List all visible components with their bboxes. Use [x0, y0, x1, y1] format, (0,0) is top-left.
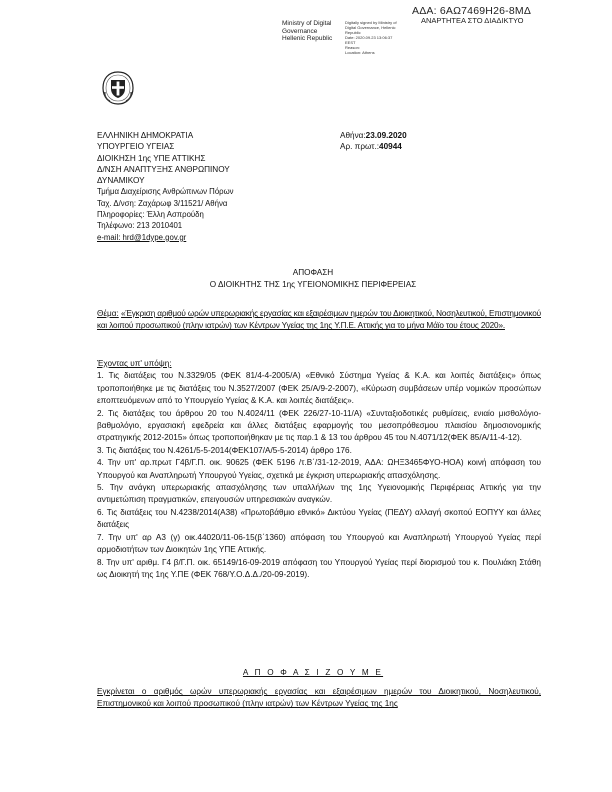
- list-item: 8. Την υπ' αριθμ. Γ4 β/Γ.Π. οικ. 65149/16-09-2019 απόφαση του Υπουργού Υγείας περί διορισμού του κ. Πουλιάκη Στάθη ως Διοικητή της 1ης Υ.ΠΕ (ΦΕΚ 768/Υ.Ο.Δ.Δ./20-09-2019).: [97, 557, 541, 579]
- sig-line: EEST: [345, 40, 356, 45]
- greek-emblem-icon: [100, 70, 136, 106]
- digital-signature-details: [345, 20, 415, 55]
- protocol-line: [340, 141, 407, 152]
- header-contact-person: Πληροφορίες: Έλλη Ασπρούδη: [97, 210, 204, 220]
- gov-line: Governance: [282, 27, 318, 35]
- header-administration: ΔΙΟΙΚΗΣΗ 1ης ΥΠΕ ΑΤΤΙΚΗΣ: [97, 153, 206, 163]
- protocol-value: 40944: [379, 142, 402, 152]
- header-email-link[interactable]: e-mail: hrd@1dype.gov.gr: [97, 232, 187, 242]
- authority-title: Ο ΔΙΟΙΚΗΤΗΣ ΤΗΣ 1ης ΥΓΕΙΟΝΟΜΙΚΗΣ ΠΕΡΙΦΕΡΕΙΑΣ: [209, 280, 417, 289]
- list-item: 1. Τις διατάξεις του Ν.3329/05 (ΦΕΚ 81/4-4-2005/Α) «Εθνικό Σύστημα Υγείας & Κ.Α. και λοιπές διατάξεις» όπως τροποποιήθηκε με τις διατάξεις του Ν.3527/2007 (ΦΕΚ 25/Α/9-2-2007), «Κύρωση συμβάσεων υπέρ νομικών προσώπων εποπτευόμενων από το Υπουργείο Υγείας & Κ.Α. και λοιπές διατάξεις».: [97, 371, 541, 406]
- ada-code: ΑΔΑ: 6ΑΩ7469Η26-8ΜΔ: [412, 5, 532, 17]
- date-value: 23.09.2020: [365, 131, 407, 140]
- decide-heading: Α Π Ο Φ Α Σ Ι Ζ Ο Υ Μ Ε: [242, 668, 384, 677]
- list-item: 5. Την ανάγκη υπερωριακής απασχόλησης των υπαλλήλων της 1ης Υγειονομικής Περιφέρειας Αττικής για την αντιμετώπιση πραγματικών, επειγουσών υπηρεσιακών αναγκών.: [97, 483, 541, 505]
- sig-line: Digital Governance, Hellenic: [345, 25, 396, 30]
- sender-header: [97, 130, 337, 243]
- sig-line: Date: 2020.09.23 13:06:37: [345, 35, 393, 40]
- header-address: Ταχ. Δ/νση: Ζαχάρωφ 3/11521/ Αθήνα: [97, 198, 228, 208]
- subject-text: «Έγκριση αριθμού ωρών υπερωριακής εργασίας και εξαιρέσιμων ημερών του Διοικητικού, Νοσηλευτικού, Επιστημονικού και λοιπού προσωπικού (πλην ιατρών) των Κέντρων Υγείας της 1ης Υ.Π.Ε. Αττικής για το μήνα Μάϊο του έτους 2020».: [97, 309, 541, 331]
- considering-label: Έχοντας υπ' υπόψη:: [97, 359, 172, 368]
- approval-text: [97, 686, 541, 711]
- header-department: Τμήμα Διαχείρισης Ανθρώπινων Πόρων: [97, 187, 234, 197]
- sig-line: Reason:: [345, 45, 360, 50]
- date-line: [340, 130, 407, 141]
- list-item: 3. Τις διατάξεις του Ν.4261/5-5-2014(ΦΕΚ107/Α/5-5-2014) άρθρο 176.: [97, 445, 352, 455]
- approval-paragraph: Εγκρίνεται ο αριθμός ωρών υπερωριακής εργασίας και εξαιρέσιμων ημερών του Διοικητικού, Νοσηλευτικού, Επιστημονικού και λοιπού προσωπικού (πλην ιατρών) των Κέντρων Υγείας της 1ης: [97, 687, 541, 709]
- list-item: 2. Τις διατάξεις του άρθρου 20 του Ν.4024/11 (ΦΕΚ 226/27-10-11/Α) «Συνταξιοδοτικές ρυθμίσεις, ενιαίο μισθολόγιο-βαθμολόγιο, εργασιακή εφεδρεία και άλλες διατάξεις εφαρμογής του μεσοπρόθεσμου πλαισίου δημοσιονομικής στρατηγικής 2012-2015» όπως τροποποιήθηκαν με τις παρ.1 & 13 του άρθρου 45 του Ν.4071/12(ΦΕΚ 85/Α/11-4-12).: [97, 408, 541, 443]
- protocol-label: Αρ. πρωτ.:: [340, 142, 380, 152]
- sig-line: Digitally signed by Ministry of: [345, 20, 397, 25]
- date-protocol-block: [340, 130, 407, 153]
- subject-label: Θέμα:: [97, 309, 119, 318]
- considering-section: [97, 358, 541, 581]
- list-item: 6. Τις διατάξεις του Ν.4238/2014(Α38) «Πρωτοβάθμιο εθνικό» Δικτύου Υγείας (ΠΕΔΥ) αλλαγή σκοπού ΕΟΠΥΥ και άλλες διατάξεις: [97, 507, 541, 530]
- list-item: 7. Την υπ' αρ Α3 (γ) οικ.44020/11-06-15(β΄1360) απόφαση του Υπουργού και Αναπληρωτή Υπουργού Υγείας περί αρμοδιοτήτων των Διοικητών 1ης ΥΠΕ Αττικής.: [97, 532, 541, 555]
- date-label: Αθήνα:: [340, 131, 366, 140]
- gov-line: Hellenic Republic: [282, 35, 333, 42]
- header-directorate-cont: ΔΥΝΑΜΙΚΟΥ: [97, 176, 145, 186]
- header-phone: Τηλέφωνο: 213 2010401: [97, 221, 183, 231]
- sig-line: Republic: [345, 30, 361, 35]
- posted-online-label: ΑΝΑΡΤΗΤΕΑ ΣΤΟ ΔΙΑΔΙΚΤΥΟ: [421, 16, 524, 25]
- gov-signature-org: [282, 20, 332, 43]
- sig-line: Location: Athens: [345, 50, 375, 55]
- decision-title: ΑΠΟΦΑΣΗ: [292, 268, 334, 277]
- header-directorate: Δ/ΝΣΗ ΑΝΑΠΤΥΞΗΣ ΑΝΘΡΩΠΙΝΟΥ: [97, 164, 230, 174]
- subject-block: [97, 308, 541, 333]
- header-country: ΕΛΛΗΝΙΚΗ ΔΗΜΟΚΡΑΤΙΑ: [97, 131, 194, 140]
- header-ministry: ΥΠΟΥΡΓΕΙΟ ΥΓΕΙΑΣ: [97, 142, 175, 152]
- gov-line: Ministry of Digital: [282, 20, 332, 27]
- list-item: 4. Την υπ' αρ.πρωτ Γ4β/Γ.Π. οικ. 90625 (ΦΕΚ 5196 /τ.Β΄/31-12-2019, ΑΔΑ: ΩΗΞ3465ΦΥΟ-ΗΟΑ) κοινή απόφαση του Υπουργού και Αναπληρωτή Υπουργού Υγείας, σχετικά με έγκριση υπερωριακής απασχόλησης.: [97, 458, 541, 480]
